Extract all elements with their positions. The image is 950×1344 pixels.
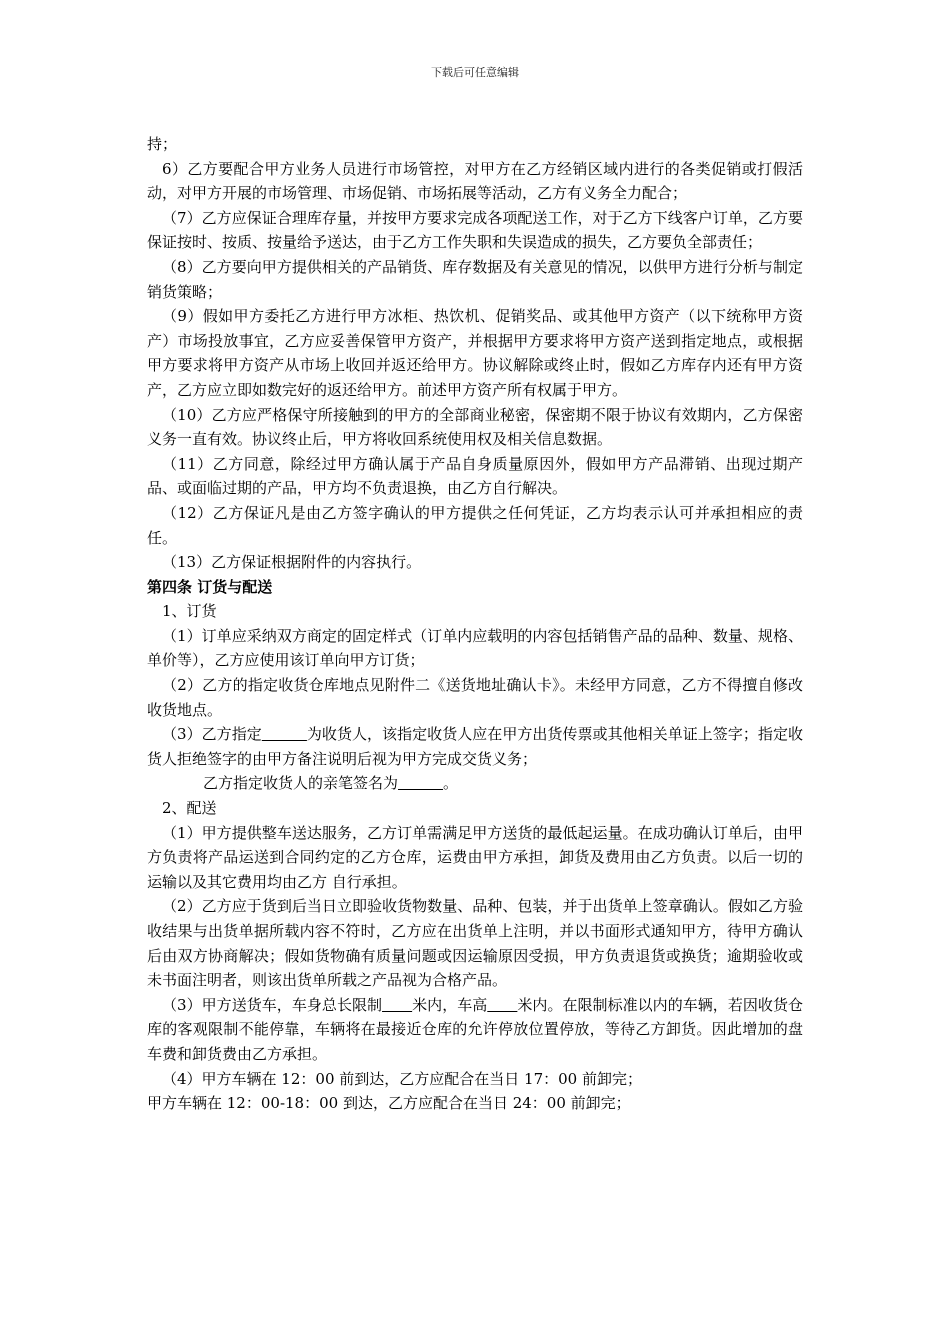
paragraph-order-2: （2）乙方的指定收货仓库地点见附件二《送货地址确认卡》。未经甲方同意，乙方不得擅自修改收货地点。 (147, 676, 803, 719)
paragraph-delivery-3 (147, 993, 803, 1067)
paragraph-delivery-3-part-b: 米内，车高 (412, 995, 488, 1014)
page-header: 下载后可任意编辑 (431, 66, 519, 79)
paragraph-item-13: （13）乙方保证根据附件的内容执行。 (162, 553, 422, 572)
paragraph-continuation: 持； (147, 135, 178, 153)
vehicle-height-blank (487, 996, 517, 1014)
paragraph-delivery-2: （2）乙方应于货到后当日立即验收货物数量、品种、包装，并于出货单上签章确认。假如乙方验收结果与出货单据所载内容不符时，乙方应在出货单上注明，并以书面形式通知甲方，待甲方确认后由双方协商解决；假如货物确有质量问题或因运输原因受损，甲方负责退货或换货；逾期验收或未书面注明者，则该出货单所载之产品视为合格产品。 (147, 897, 803, 990)
paragraph-item-9: （9）假如甲方委托乙方进行甲方冰柜、热饮机、促销奖品、或其他甲方资产（以下统称甲方资产）市场投放事宜，乙方应妥善保管甲方资产，并根据甲方要求将甲方资产送到指定地点，或根据甲方要求将甲方资产从市场上收回并返还给甲方。协议解除或终止时，假如乙方库存内还有甲方资产，乙方应立即如数完好的返还给甲方。前述甲方资产所有权属于甲方。 (147, 307, 803, 399)
document-body (147, 132, 803, 1116)
paragraph-order-1: （1）订单应采纳双方商定的固定样式（订单内应载明的内容包括销售产品的品种、数量、规格、单价等），乙方应使用该订单向甲方订货； (147, 626, 803, 670)
signature-blank (398, 774, 443, 792)
paragraph-item-12: （12）乙方保证凡是由乙方签字确认的甲方提供之任何凭证，乙方均表示认可并承担相应的责任。 (147, 503, 803, 547)
vehicle-length-blank (382, 996, 412, 1014)
paragraph-delivery-4: （4）甲方车辆在 12：00 前到达，乙方应配合在当日 17：00 前卸完； (162, 1069, 642, 1088)
paragraph-item-8: （8）乙方要向甲方提供相关的产品销货、库存数据及有关意见的情况，以供甲方进行分析与制定销货策略； (147, 257, 803, 301)
paragraph-delivery-3-part-c: 米内。在限制标准以内的车辆，若因收货仓库的客观限制不能停靠，车辆将在最接近仓库的允许停放位置停放，等待乙方卸货。因此增加的盘车费和卸货费由乙方承担。 (147, 995, 803, 1063)
subsection-ordering: 1、订货 (162, 602, 217, 621)
paragraph-order-3-part-b: 为收货人，该指定收货人应在甲方出货传票或其他相关单证上签字；指定收货人拒绝签字的由甲方备注说明后视为甲方完成交货义务； (147, 725, 803, 768)
consignee-blank (262, 725, 307, 743)
subsection-delivery: 2、配送 (162, 799, 217, 818)
paragraph-item-11: （11）乙方同意，除经过甲方确认属于产品自身质量原因外，假如甲方产品滞销、出现过期产品、或面临过期的产品，甲方均不负责退换，由乙方自行解决。 (147, 454, 803, 498)
paragraph-order-3-part-a: （3）乙方指定 (162, 725, 262, 744)
paragraph-order-3 (147, 722, 803, 771)
section-heading-article-4: 第四条 订货与配送 (147, 577, 273, 596)
signature-line-end: 。 (443, 774, 459, 793)
paragraph-delivery-4-continued: 甲方车辆在 12：00-18：00 到达，乙方应配合在当日 24：00 前卸完； (147, 1094, 631, 1113)
signature-line-label: 乙方指定收货人的亲笔签名为 (203, 774, 399, 793)
paragraph-delivery-3-part-a: （3）甲方送货车，车身总长限制 (162, 995, 383, 1014)
paragraph-delivery-1: （1）甲方提供整车送达服务，乙方订单需满足甲方送货的最低起运量。在成功确认订单后，由甲方负责将产品运送到合同约定的乙方仓库，运费由甲方承担，卸货及费用由乙方负责。以后一切的运输以及其它费用均由乙方 自行承担。 (147, 823, 803, 891)
paragraph-item-7: （7）乙方应保证合理库存量，并按甲方要求完成各项配送工作，对于乙方下线客户订单，乙方要保证按时、按质、按量给予送达，由于乙方工作失职和失误造成的损失，乙方要负全部责任； (147, 208, 803, 252)
paragraph-item-10: （10）乙方应严格保守所接触到的甲方的全部商业秘密，保密期不限于协议有效期内，乙方保密义务一直有效。协议终止后，甲方将收回系统使用权及相关信息数据。 (147, 405, 803, 449)
paragraph-item-6: 6）乙方要配合甲方业务人员进行市场管控，对甲方在乙方经销区域内进行的各类促销或打假活动，对甲方开展的市场管理、市场促销、市场拓展等活动，乙方有义务全力配合； (147, 159, 803, 203)
paragraph-signature-line (147, 771, 803, 796)
